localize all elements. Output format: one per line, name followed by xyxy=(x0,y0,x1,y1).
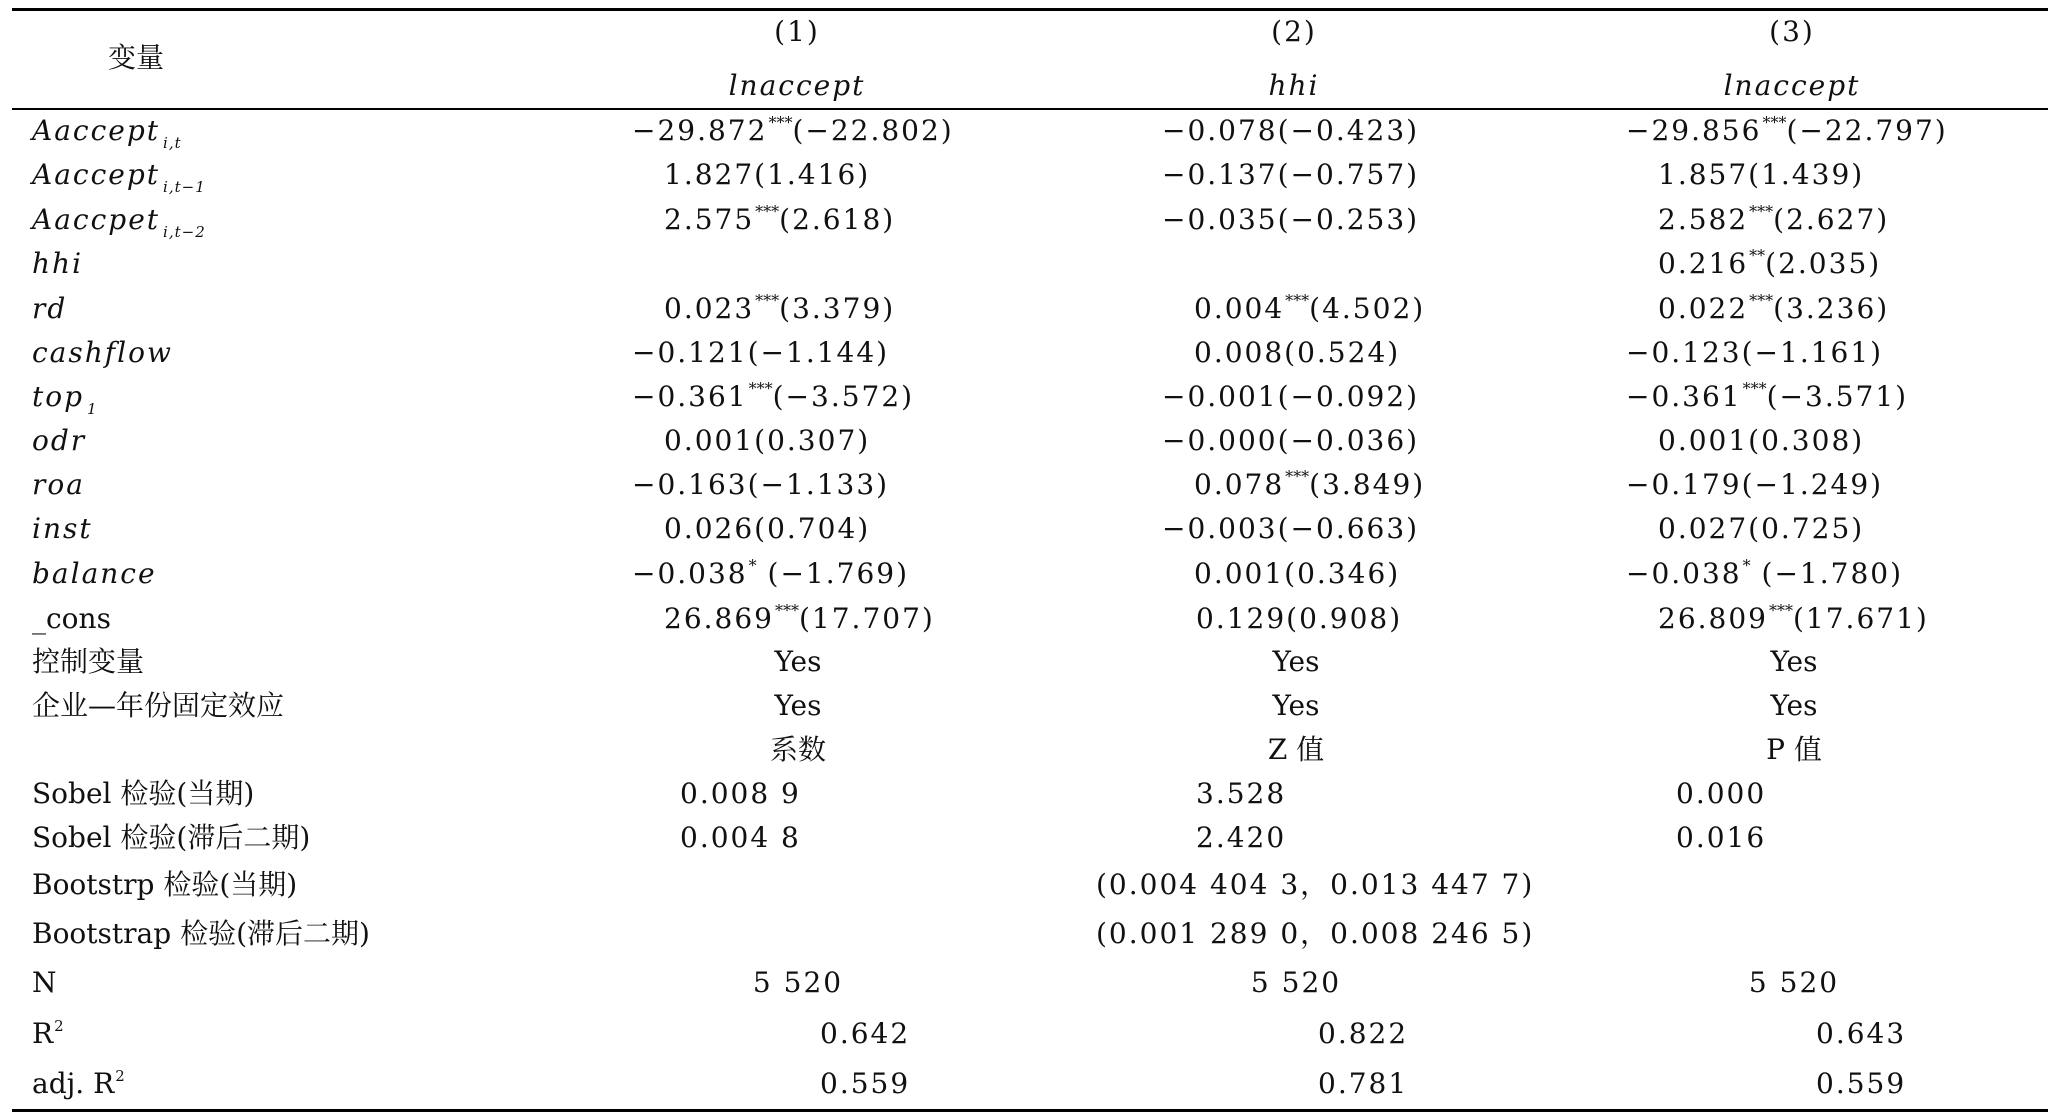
sobel-lag-coef: 0.004 8 xyxy=(680,821,801,854)
coef-cell-c1 xyxy=(632,468,890,501)
coef-cell-c3 xyxy=(1658,291,1890,325)
t-statistic: (−3.571) xyxy=(1766,380,1909,413)
n-col3: 5 520 xyxy=(1748,966,1840,999)
header-col3-dependent: lnaccept xyxy=(1723,69,1861,102)
row-label-adj-r2 xyxy=(32,1067,125,1100)
coef-value: −0.121 xyxy=(632,336,748,369)
coef-value: −0.361 xyxy=(1626,380,1742,413)
variable-subscript: 1 xyxy=(87,400,98,418)
coef-value: 0.001 xyxy=(664,424,755,457)
significance-stars: *** xyxy=(1285,291,1310,310)
r2-label-sup: 2 xyxy=(54,1017,64,1035)
t-statistic: (−0.663) xyxy=(1277,512,1420,545)
significance-stars: *** xyxy=(1742,379,1767,398)
coef-cell-c2 xyxy=(1194,336,1401,369)
fixed-effects-col2: Yes xyxy=(1272,689,1320,722)
coef-value: −0.179 xyxy=(1626,468,1742,501)
significance-stars: *** xyxy=(755,202,780,221)
coef-cell-c1 xyxy=(664,291,896,325)
t-statistic: (0.346) xyxy=(1284,557,1401,590)
coef-value: −0.001 xyxy=(1162,380,1278,413)
sobel-lag-z: 2.420 xyxy=(1196,821,1287,854)
significance-stars: *** xyxy=(1749,291,1774,310)
t-statistic: (0.725) xyxy=(1748,512,1865,545)
variable-name: hhi xyxy=(32,247,84,280)
coef-value: −29.856 xyxy=(1626,114,1762,147)
coef-cell-c2 xyxy=(1162,114,1420,147)
coef-value: −0.038 xyxy=(632,557,748,590)
stat-header-p: P 值 xyxy=(1766,733,1822,766)
coef-value: 0.022 xyxy=(1658,292,1749,325)
variable-name: cashflow xyxy=(32,336,173,369)
t-statistic: (0.524) xyxy=(1284,336,1401,369)
t-statistic: (2.035) xyxy=(1765,247,1882,280)
header-col3-number: (3) xyxy=(1769,15,1815,48)
t-statistic: (−1.161) xyxy=(1741,336,1884,369)
cons-col1-t: (17.707) xyxy=(798,602,935,635)
variable-name: balance xyxy=(32,557,157,590)
t-statistic: (−1.144) xyxy=(747,336,890,369)
row-label-variable xyxy=(32,336,173,369)
header-col1-number: (1) xyxy=(774,15,820,48)
coef-cell-c1 xyxy=(664,512,871,545)
coef-value: −0.163 xyxy=(632,468,748,501)
t-statistic: (−1.780) xyxy=(1750,557,1903,590)
cons-col3 xyxy=(1658,601,1929,635)
coef-cell-c2 xyxy=(1194,467,1426,501)
row-label-variable xyxy=(32,424,87,457)
adj-r2-label: adj. R xyxy=(32,1067,115,1100)
header-col2-dependent: hhi xyxy=(1268,69,1320,102)
row-label-sobel-lag: Sobel 检验(滞后二期) xyxy=(32,821,311,854)
coef-value: −0.361 xyxy=(632,380,748,413)
variable-name: Aaccept xyxy=(32,114,161,147)
adj-r2-label-sup: 2 xyxy=(115,1067,125,1085)
coef-value: −0.000 xyxy=(1162,424,1278,457)
row-label-variable xyxy=(32,557,157,590)
stat-header-coef: 系数 xyxy=(769,733,827,766)
coef-value: 0.004 xyxy=(1194,292,1285,325)
t-statistic: (−0.423) xyxy=(1277,114,1420,147)
coef-cell-c3 xyxy=(1658,246,1882,280)
row-label-variable xyxy=(32,512,93,545)
t-statistic: (−0.036) xyxy=(1277,424,1420,457)
variable-name: top xyxy=(32,380,85,413)
row-label-sobel-current: Sobel 检验(当期) xyxy=(32,777,255,810)
coef-cell-c1 xyxy=(664,424,871,457)
n-col2: 5 520 xyxy=(1250,966,1342,999)
row-label-variable xyxy=(32,158,206,196)
variable-name: inst xyxy=(32,512,93,545)
coef-value: 0.026 xyxy=(664,512,755,545)
sobel-current-p: 0.000 xyxy=(1676,777,1767,810)
fixed-effects-col3: Yes xyxy=(1770,689,1818,722)
cons-col3-stars: *** xyxy=(1768,601,1793,620)
coef-value: 1.857 xyxy=(1658,158,1749,191)
t-statistic: (−1.769) xyxy=(756,557,909,590)
t-statistic: (2.627) xyxy=(1773,203,1890,236)
variable-subscript: i,t xyxy=(163,134,182,152)
coef-cell-c2 xyxy=(1194,557,1401,590)
coef-cell-c3 xyxy=(1626,556,1903,590)
t-statistic: (3.379) xyxy=(779,292,896,325)
row-label-r2 xyxy=(32,1017,64,1050)
coef-value: 0.216 xyxy=(1658,247,1749,280)
coef-value: 0.078 xyxy=(1194,468,1285,501)
coef-value: 0.001 xyxy=(1658,424,1749,457)
coef-cell-c1 xyxy=(632,556,909,590)
significance-stars: *** xyxy=(768,113,793,132)
significance-stars: *** xyxy=(748,379,773,398)
t-statistic: (−0.253) xyxy=(1277,203,1420,236)
t-statistic: (−3.572) xyxy=(772,380,915,413)
coef-value: 0.027 xyxy=(1658,512,1749,545)
cons-col1 xyxy=(664,601,935,635)
stat-header-z: Z 值 xyxy=(1267,733,1325,766)
coef-value: 0.008 xyxy=(1194,336,1285,369)
t-statistic: (2.618) xyxy=(779,203,896,236)
header-col1-dependent: lnaccept xyxy=(728,69,866,102)
row-label-controls: 控制变量 xyxy=(32,645,145,678)
cons-col3-value: 26.809 xyxy=(1658,602,1768,635)
row-label-n: N xyxy=(32,966,57,999)
t-statistic: (−22.797) xyxy=(1786,114,1948,147)
r2-label: R xyxy=(32,1017,54,1050)
t-statistic: (−22.802) xyxy=(792,114,954,147)
n-col1: 5 520 xyxy=(752,966,844,999)
coef-cell-c3 xyxy=(1658,158,1865,191)
t-statistic: (−0.092) xyxy=(1277,380,1420,413)
cons-col1-stars: *** xyxy=(774,601,799,620)
t-statistic: (1.416) xyxy=(754,158,871,191)
sobel-lag-p: 0.016 xyxy=(1676,821,1767,854)
coef-value: 2.575 xyxy=(664,203,755,236)
controls-col2: Yes xyxy=(1272,645,1320,678)
coef-cell-c1 xyxy=(664,158,871,191)
row-label-variable xyxy=(32,292,68,325)
coef-value: −29.872 xyxy=(632,114,768,147)
coef-cell-c3 xyxy=(1658,512,1865,545)
t-statistic: (3.849) xyxy=(1309,468,1426,501)
r2-col2: 0.822 xyxy=(1318,1017,1409,1050)
variable-name: Aaccpet xyxy=(32,203,161,236)
t-statistic: (−1.133) xyxy=(747,468,890,501)
coef-cell-c3 xyxy=(1626,336,1884,369)
t-statistic: (1.439) xyxy=(1748,158,1865,191)
coef-cell-c1 xyxy=(632,336,890,369)
row-label-variable xyxy=(32,114,182,152)
coef-value: −0.003 xyxy=(1162,512,1278,545)
row-label-variable xyxy=(32,468,85,501)
coef-value: 1.827 xyxy=(664,158,755,191)
coef-cell-c2 xyxy=(1194,291,1426,325)
row-label-variable xyxy=(32,203,206,241)
t-statistic: (−1.249) xyxy=(1741,468,1884,501)
cons-col2: 0.129(0.908) xyxy=(1196,602,1403,635)
t-statistic: (0.307) xyxy=(754,424,871,457)
row-label-bootstrap-lag: Bootstrap 检验(滞后二期) xyxy=(32,917,370,950)
sobel-current-coef: 0.008 9 xyxy=(680,777,801,810)
table-header-rule xyxy=(12,108,2048,110)
coef-cell-c2 xyxy=(1162,424,1420,457)
coef-cell-c1 xyxy=(632,379,915,413)
coef-value: 0.023 xyxy=(664,292,755,325)
significance-stars: *** xyxy=(1762,113,1787,132)
r2-col3: 0.643 xyxy=(1816,1017,1907,1050)
controls-col1: Yes xyxy=(774,645,822,678)
variable-name: roa xyxy=(32,468,85,501)
sobel-current-z: 3.528 xyxy=(1196,777,1287,810)
coef-cell-c3 xyxy=(1626,379,1909,413)
significance-stars: * xyxy=(748,556,757,575)
variable-name: rd xyxy=(32,292,68,325)
t-statistic: (0.704) xyxy=(754,512,871,545)
coef-value: 0.001 xyxy=(1194,557,1285,590)
coef-cell-c3 xyxy=(1658,202,1890,236)
coef-cell-c2 xyxy=(1162,203,1420,236)
coef-cell-c2 xyxy=(1162,380,1420,413)
row-label-variable xyxy=(32,247,84,280)
coef-value: −0.123 xyxy=(1626,336,1742,369)
adj-r2-col1: 0.559 xyxy=(820,1067,911,1100)
coef-cell-c1 xyxy=(664,202,896,236)
header-variable-label: 变量 xyxy=(108,41,165,74)
bootstrap-lag-interval: (0.001 289 0，0.008 246 5) xyxy=(1096,917,1535,950)
t-statistic: (−0.757) xyxy=(1277,158,1420,191)
coef-cell-c3 xyxy=(1626,113,1948,147)
t-statistic: (0.308) xyxy=(1748,424,1865,457)
bootstrap-current-interval: (0.004 404 3，0.013 447 7) xyxy=(1096,868,1535,901)
significance-stars: *** xyxy=(755,291,780,310)
row-label-bootstrap-current: Bootstrp 检验(当期) xyxy=(32,868,298,901)
header-col2-number: (2) xyxy=(1271,15,1317,48)
controls-col3: Yes xyxy=(1770,645,1818,678)
table-top-rule xyxy=(12,8,2048,11)
coef-value: −0.137 xyxy=(1162,158,1278,191)
significance-stars: ** xyxy=(1749,246,1766,265)
significance-stars: * xyxy=(1742,556,1751,575)
significance-stars: *** xyxy=(1285,467,1310,486)
variable-subscript: i,t−1 xyxy=(163,178,206,196)
t-statistic: (3.236) xyxy=(1773,292,1890,325)
t-statistic: (4.502) xyxy=(1309,292,1426,325)
r2-col1: 0.642 xyxy=(820,1017,911,1050)
coef-value: −0.035 xyxy=(1162,203,1278,236)
adj-r2-col2: 0.781 xyxy=(1318,1067,1409,1100)
coef-cell-c1 xyxy=(632,113,954,147)
cons-col3-t: (17.671) xyxy=(1792,602,1929,635)
row-label-variable xyxy=(32,380,98,418)
variable-subscript: i,t−2 xyxy=(163,223,206,241)
variable-name: odr xyxy=(32,424,87,457)
adj-r2-col3: 0.559 xyxy=(1816,1067,1907,1100)
coef-cell-c2 xyxy=(1162,158,1420,191)
variable-name: Aaccept xyxy=(32,158,161,191)
row-label-cons: _cons xyxy=(32,602,111,635)
fixed-effects-col1: Yes xyxy=(774,689,822,722)
row-label-fixed-effects: 企业—年份固定效应 xyxy=(32,689,285,722)
coef-cell-c3 xyxy=(1658,424,1865,457)
significance-stars: *** xyxy=(1749,202,1774,221)
table-bottom-rule xyxy=(12,1109,2048,1112)
coef-value: −0.078 xyxy=(1162,114,1278,147)
coef-cell-c3 xyxy=(1626,468,1884,501)
cons-col1-value: 26.869 xyxy=(664,602,774,635)
coef-value: 2.582 xyxy=(1658,203,1749,236)
coef-cell-c2 xyxy=(1162,512,1420,545)
coef-value: −0.038 xyxy=(1626,557,1742,590)
